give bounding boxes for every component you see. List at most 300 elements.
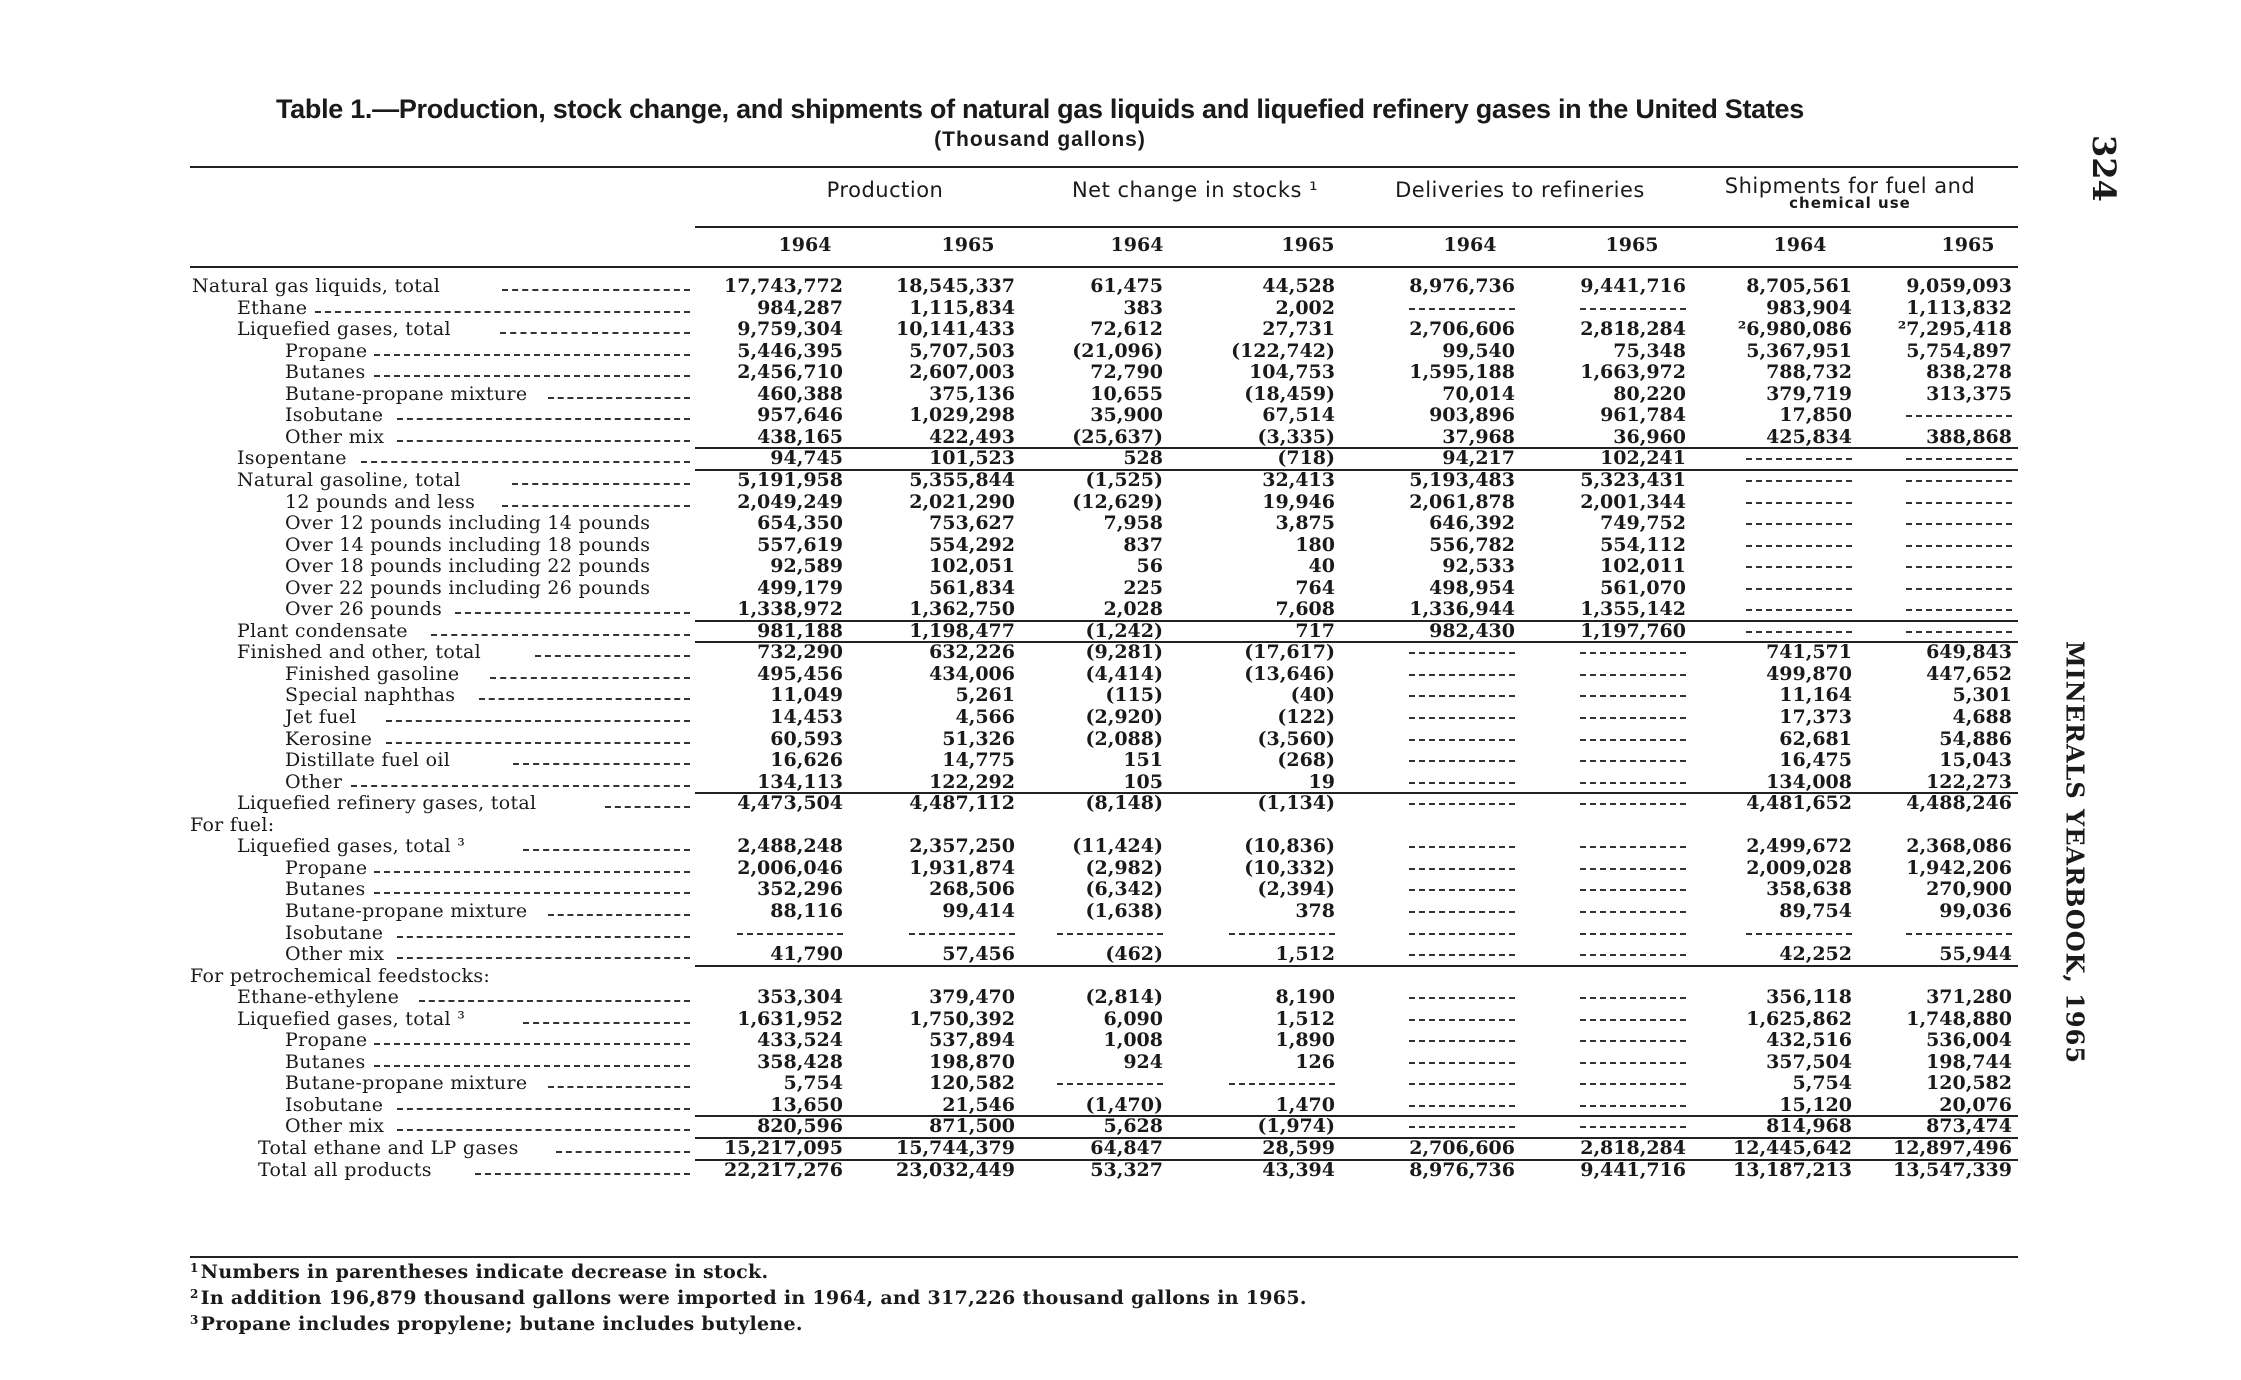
table-cell: (1,470) <box>1085 1093 1163 1116</box>
table-cell: 4,473,504 <box>737 792 843 815</box>
top-rule <box>190 166 2018 168</box>
table-cell: 70,014 <box>1442 382 1515 405</box>
row-label: Kerosine <box>285 727 373 750</box>
table-cell <box>1365 729 1515 750</box>
table-cell: 126 <box>1295 1050 1335 1073</box>
leader-dots <box>523 849 690 851</box>
table-cell: 646,392 <box>1429 512 1515 535</box>
row-label: Over 26 pounds <box>285 598 443 621</box>
leader-dots <box>374 1043 690 1045</box>
table-cell: 5,446,395 <box>737 339 843 362</box>
table-cell <box>1536 1052 1686 1073</box>
leader-dots <box>374 375 690 377</box>
table-cell: 5,323,431 <box>1580 468 1686 491</box>
empty-cell-dash <box>1057 1083 1163 1085</box>
year-header: 1964 <box>1443 234 1497 256</box>
empty-cell-dash <box>1580 889 1686 891</box>
table-cell <box>1536 793 1686 814</box>
table-cell: 498,954 <box>1429 576 1515 599</box>
empty-cell-dash <box>1229 933 1335 935</box>
table-cell: 11,164 <box>1779 684 1852 707</box>
table-cell: 60,593 <box>770 727 843 750</box>
empty-cell-dash <box>1580 695 1686 697</box>
empty-cell-dash <box>1580 1019 1686 1021</box>
table-cell: 1,029,298 <box>909 404 1015 427</box>
table-cell: ²7,295,418 <box>1897 318 2012 341</box>
table-cell: 982,430 <box>1429 619 1515 642</box>
row-label: Jet fuel <box>285 706 357 728</box>
table-cell: 13,187,213 <box>1733 1158 1852 1181</box>
empty-cell-dash <box>1906 933 2012 935</box>
table-cell: 632,226 <box>929 641 1015 664</box>
table-cell <box>1365 750 1515 771</box>
leader-dots <box>479 698 690 700</box>
table-cell: 72,790 <box>1090 361 1163 384</box>
empty-cell-dash <box>1580 760 1686 762</box>
row-label: Over 22 pounds including 26 pounds <box>285 576 651 599</box>
row-label: Over 12 pounds including 14 pounds <box>285 512 651 535</box>
table-cell: 32,413 <box>1262 468 1335 491</box>
empty-cell-dash <box>1580 782 1686 784</box>
table-cell: 1,750,392 <box>909 1007 1015 1030</box>
row-label: Ethane <box>237 296 308 319</box>
table-cell <box>1536 1030 1686 1051</box>
table-cell: 2,357,250 <box>909 835 1015 858</box>
table-cell: 5,301 <box>1952 684 2012 707</box>
table-cell <box>1365 987 1515 1008</box>
table-cell: (115) <box>1105 684 1163 707</box>
table-cell: 28,599 <box>1262 1137 1335 1159</box>
table-cell: 356,118 <box>1766 986 1852 1009</box>
year-header: 1964 <box>1110 234 1164 256</box>
table-row <box>0 448 2030 469</box>
table-cell: (2,814) <box>1085 986 1163 1009</box>
table-cell: 8,190 <box>1275 986 1335 1009</box>
table-cell <box>1365 772 1515 793</box>
table-cell: 4,566 <box>955 706 1015 728</box>
table-cell: (1,638) <box>1085 899 1163 922</box>
table-cell: 2,002 <box>1275 296 1335 319</box>
table-cell: 94,745 <box>770 447 843 470</box>
row-label: 12 pounds and less <box>285 490 476 513</box>
empty-cell-dash <box>1409 760 1515 762</box>
table-row <box>0 772 2030 793</box>
table-cell <box>1185 1073 1335 1094</box>
table-cell: 99,414 <box>942 899 1015 922</box>
table-cell: (122) <box>1277 706 1335 728</box>
row-label: Natural gas liquids, total <box>192 275 441 297</box>
table-row <box>0 492 2030 513</box>
table-cell <box>1702 578 1852 599</box>
table-cell: 18,545,337 <box>896 275 1015 297</box>
table-cell <box>1536 1116 1686 1137</box>
leader-dots <box>374 871 690 873</box>
table-cell: 313,375 <box>1926 382 2012 405</box>
table-cell: 871,500 <box>929 1115 1015 1138</box>
table-row <box>0 556 2030 577</box>
table-cell: 353,304 <box>757 986 843 1009</box>
empty-cell-dash <box>1409 954 1515 956</box>
table-cell <box>1365 298 1515 319</box>
table-cell: 379,470 <box>929 986 1015 1009</box>
table-cell <box>1702 535 1852 556</box>
table-cell: 80,220 <box>1613 382 1686 405</box>
table-cell: 1,362,750 <box>909 598 1015 621</box>
table-cell: 67,514 <box>1262 404 1335 427</box>
table-cell: (718) <box>1277 447 1335 470</box>
empty-cell-dash <box>1580 739 1686 741</box>
empty-cell-dash <box>1746 545 1852 547</box>
table-row <box>0 1030 2030 1051</box>
table-cell <box>1536 1009 1686 1030</box>
table-cell <box>1862 599 2012 620</box>
table-row <box>0 1073 2030 1094</box>
table-cell: 2,049,249 <box>737 490 843 513</box>
empty-cell-dash <box>1409 997 1515 999</box>
table-cell <box>1365 642 1515 663</box>
table-cell: 654,350 <box>757 512 843 535</box>
table-cell: 358,428 <box>757 1050 843 1073</box>
table-cell: 53,327 <box>1090 1158 1163 1181</box>
table-cell: 6,090 <box>1103 1007 1163 1030</box>
table-cell: 122,273 <box>1926 770 2012 793</box>
table-cell: (18,459) <box>1244 382 1335 405</box>
table-cell: 3,875 <box>1275 512 1335 535</box>
leader-dots <box>548 1086 690 1088</box>
column-group-production <box>780 180 990 201</box>
empty-cell-dash <box>1409 308 1515 310</box>
table-cell: 1,470 <box>1275 1093 1335 1116</box>
table-cell: 2,499,672 <box>1746 835 1852 858</box>
table-cell: 1,890 <box>1275 1029 1335 1052</box>
leader-dots <box>419 1000 690 1002</box>
table-cell: 2,001,344 <box>1580 490 1686 513</box>
leader-dots <box>374 354 690 356</box>
row-label: Special naphthas <box>285 684 456 707</box>
table-row <box>0 987 2030 1008</box>
row-label: Other <box>285 770 343 793</box>
leader-dots <box>605 806 690 808</box>
leader-dots <box>455 612 690 614</box>
row-label: Ethane-ethylene <box>237 986 400 1009</box>
table-cell: 89,754 <box>1779 899 1852 922</box>
table-cell: 2,818,284 <box>1580 318 1686 341</box>
empty-cell-dash <box>1057 933 1163 935</box>
leader-dots <box>502 289 690 291</box>
table-cell: 27,731 <box>1262 318 1335 341</box>
empty-cell-dash <box>1746 588 1852 590</box>
table-cell: 102,051 <box>929 555 1015 578</box>
table-cell: 788,732 <box>1766 361 1852 384</box>
empty-cell-dash <box>1580 1062 1686 1064</box>
table-cell: 16,475 <box>1779 749 1852 772</box>
table-cell: 2,028 <box>1103 598 1163 621</box>
table-row <box>0 1116 2030 1137</box>
table-cell: 741,571 <box>1766 641 1852 664</box>
empty-cell-dash <box>1409 803 1515 805</box>
table-cell: 814,968 <box>1766 1115 1852 1138</box>
table-cell: 2,607,003 <box>909 361 1015 384</box>
leader-dots <box>548 914 690 916</box>
table-cell: 1,115,834 <box>909 296 1015 319</box>
table-cell: 357,504 <box>1766 1050 1852 1073</box>
empty-cell-dash <box>1229 1083 1335 1085</box>
table-cell <box>1862 621 2012 642</box>
footnote: $^3$ Propane includes propylene; butane includes butylene. <box>190 1313 803 1335</box>
table-cell: 924 <box>1123 1050 1163 1073</box>
empty-cell-dash <box>1580 911 1686 913</box>
leader-dots <box>397 1108 690 1110</box>
table-cell: 4,481,652 <box>1746 792 1852 815</box>
table-row <box>0 578 2030 599</box>
table-row <box>0 1138 2030 1159</box>
table-row <box>0 815 2030 836</box>
table-cell: 499,870 <box>1766 662 1852 685</box>
table-cell: 16,626 <box>770 749 843 772</box>
table-row <box>0 319 2030 340</box>
table-cell: 21,546 <box>942 1093 1015 1116</box>
leader-dots <box>386 720 690 722</box>
empty-cell-dash <box>1409 652 1515 654</box>
column-head-bottom-rule <box>190 266 2018 268</box>
empty-cell-dash <box>1906 415 2012 417</box>
footnote: $^2$ In addition 196,879 thousand gallons were imported in 1964, and 317,226 thousand gallons in 1965. <box>190 1287 1307 1309</box>
table-cell: (2,088) <box>1085 727 1163 750</box>
table-cell: 64,847 <box>1090 1137 1163 1159</box>
leader-dots <box>386 742 690 744</box>
table-cell: 1,595,188 <box>1409 361 1515 384</box>
table-cell: 422,493 <box>929 425 1015 448</box>
table-cell: 10,141,433 <box>896 318 1015 341</box>
year-header: 1965 <box>1281 234 1335 256</box>
column-group-label-line2: chemical use <box>1789 194 1911 212</box>
table-cell: 88,116 <box>770 899 843 922</box>
leader-dots <box>374 892 690 894</box>
empty-cell-dash <box>1906 609 2012 611</box>
row-label: Isobutane <box>285 921 384 944</box>
table-cell: 4,688 <box>1952 706 2012 728</box>
column-group-net-change <box>1030 180 1360 201</box>
table-cell: 2,009,028 <box>1746 856 1852 879</box>
leader-dots <box>397 418 690 420</box>
table-cell: 17,850 <box>1779 404 1852 427</box>
table-cell: 268,506 <box>929 878 1015 901</box>
table-cell: 40 <box>1308 555 1335 578</box>
table-cell <box>1365 944 1515 965</box>
table-cell: 62,681 <box>1779 727 1852 750</box>
leader-dots <box>397 936 690 938</box>
table-cell <box>1365 685 1515 706</box>
table-cell: 19,946 <box>1262 490 1335 513</box>
row-label: Finished and other, total <box>237 641 482 664</box>
table-cell: 15,744,379 <box>896 1137 1015 1159</box>
row-label: Liquefied gases, total ³ <box>237 1007 466 1030</box>
table-cell: 447,652 <box>1926 662 2012 685</box>
row-label: Other mix <box>285 943 385 966</box>
year-header: 1965 <box>1941 234 1995 256</box>
table-cell: 5,707,503 <box>909 339 1015 362</box>
table-row <box>0 901 2030 922</box>
row-label: Butane-propane mixture <box>285 1072 528 1095</box>
leader-dots <box>502 505 690 507</box>
empty-cell-dash <box>1580 803 1686 805</box>
leader-dots <box>361 461 690 463</box>
table-cell: 2,006,046 <box>737 856 843 879</box>
table-cell <box>1862 556 2012 577</box>
row-label: Finished gasoline <box>285 662 460 685</box>
table-cell: 12,897,496 <box>1893 1137 2012 1159</box>
leader-dots <box>351 785 690 787</box>
table-cell <box>1536 836 1686 857</box>
table-cell: 1,198,477 <box>909 619 1015 642</box>
table-row <box>0 1052 2030 1073</box>
table-cell: 5,191,958 <box>737 468 843 491</box>
table-cell: 433,524 <box>757 1029 843 1052</box>
table-title: Table 1.—Production, stock change, and shipments of natural gas liquids and liquefied refinery gases in the United States <box>275 94 1804 124</box>
leader-dots <box>535 655 690 657</box>
row-label: Propane <box>285 1029 368 1052</box>
table-cell: 198,870 <box>929 1050 1015 1073</box>
table-cell: (25,637) <box>1072 425 1163 448</box>
table-cell: 101,523 <box>929 447 1015 470</box>
table-row <box>0 923 2030 944</box>
row-label: Plant condensate <box>237 619 408 642</box>
year-header: 1964 <box>778 234 832 256</box>
empty-cell-dash <box>1746 523 1852 525</box>
table-cell <box>1862 448 2012 469</box>
table-cell: (4,414) <box>1085 662 1163 685</box>
empty-cell-dash <box>1580 674 1686 676</box>
table-cell: 151 <box>1123 749 1163 772</box>
row-label: For fuel: <box>190 813 275 836</box>
table-cell: 1,338,972 <box>737 598 843 621</box>
table-cell: (3,335) <box>1257 425 1335 448</box>
footnotes <box>190 1257 1307 1335</box>
table-row <box>0 621 2030 642</box>
table-row <box>0 707 2030 728</box>
table-cell: 92,533 <box>1442 555 1515 578</box>
table-cell: (3,560) <box>1257 727 1335 750</box>
empty-cell-dash <box>1580 954 1686 956</box>
empty-cell-dash <box>1580 652 1686 654</box>
column-group-shipments <box>1690 176 2010 211</box>
table-cell: 14,453 <box>770 706 843 728</box>
table-cell: (1,134) <box>1257 792 1335 815</box>
header-rule <box>695 226 2018 228</box>
table-cell: 8,705,561 <box>1746 275 1852 297</box>
table-cell: 13,650 <box>770 1093 843 1116</box>
table-cell: 554,292 <box>929 533 1015 556</box>
row-label: Butane-propane mixture <box>285 382 528 405</box>
table-cell: 528 <box>1123 447 1163 470</box>
empty-cell-dash <box>1409 889 1515 891</box>
empty-cell-dash <box>1409 911 1515 913</box>
table-cell <box>1536 707 1686 728</box>
empty-cell-dash <box>1409 1126 1515 1128</box>
column-group-label: Shipments for fuel and <box>1724 174 1976 198</box>
empty-cell-dash <box>1746 933 1852 935</box>
table-cell: 9,441,716 <box>1580 1158 1686 1181</box>
empty-cell-dash <box>1580 933 1686 935</box>
table-cell: 536,004 <box>1926 1029 2012 1052</box>
table-cell: (1,525) <box>1085 468 1163 491</box>
table-cell <box>1862 405 2012 426</box>
table-cell: 388,868 <box>1926 425 2012 448</box>
table-cell <box>1185 923 1335 944</box>
table-cell: 7,958 <box>1103 512 1163 535</box>
table-cell: 957,646 <box>757 404 843 427</box>
table-row <box>0 362 2030 383</box>
table-cell: (1,974) <box>1257 1115 1335 1138</box>
table-cell: 225 <box>1123 576 1163 599</box>
table-row <box>0 858 2030 879</box>
table-cell: 7,608 <box>1275 598 1335 621</box>
empty-cell-dash <box>1580 1040 1686 1042</box>
table-cell <box>1862 535 2012 556</box>
row-label: Propane <box>285 856 368 879</box>
running-head: MINERALS YEARBOOK, 1965 <box>2060 640 2090 1065</box>
table-cell: 120,582 <box>929 1072 1015 1095</box>
row-label: Natural gasoline, total <box>237 468 461 491</box>
empty-cell-dash <box>1906 523 2012 525</box>
table-cell <box>1536 298 1686 319</box>
leader-dots <box>431 634 690 636</box>
row-label: Distillate fuel oil <box>285 749 451 772</box>
table-cell <box>1013 923 1163 944</box>
table-cell: 352,296 <box>757 878 843 901</box>
empty-cell-dash <box>1409 674 1515 676</box>
empty-cell-dash <box>1746 458 1852 460</box>
empty-cell-dash <box>1906 502 2012 504</box>
table-cell <box>1536 750 1686 771</box>
table-cell: (2,982) <box>1085 856 1163 879</box>
table-cell <box>1702 448 1852 469</box>
empty-cell-dash <box>1906 545 2012 547</box>
table-cell: 15,120 <box>1779 1093 1852 1116</box>
table-cell: 2,021,290 <box>909 490 1015 513</box>
table-cell: 358,638 <box>1766 878 1852 901</box>
table-cell <box>1536 772 1686 793</box>
table-cell <box>1862 513 2012 534</box>
table-cell <box>1862 923 2012 944</box>
table-cell <box>1702 556 1852 577</box>
table-cell: 1,942,206 <box>1906 856 2012 879</box>
empty-cell-dash <box>1746 566 1852 568</box>
table-cell: 649,843 <box>1926 641 2012 664</box>
table-cell: 56 <box>1136 555 1163 578</box>
table-cell <box>1702 621 1852 642</box>
table-cell: 378 <box>1295 899 1335 922</box>
table-cell: 9,759,304 <box>737 318 843 341</box>
table-cell: 120,582 <box>1926 1072 2012 1095</box>
leader-dots <box>556 1151 690 1153</box>
table-cell: 17,743,772 <box>724 275 843 297</box>
row-label: Over 14 pounds including 18 pounds <box>285 533 651 556</box>
table-cell: 17,373 <box>1779 706 1852 728</box>
table-cell: 1,197,760 <box>1580 619 1686 642</box>
table-cell: 42,252 <box>1779 943 1852 966</box>
table-cell: 35,900 <box>1090 404 1163 427</box>
table-cell: 75,348 <box>1613 339 1686 362</box>
table-cell: 2,456,710 <box>737 361 843 384</box>
table-cell: 99,540 <box>1442 339 1515 362</box>
table-cell: 371,280 <box>1926 986 2012 1009</box>
row-label: Over 18 pounds including 22 pounds <box>285 555 651 578</box>
table-cell: 2,706,606 <box>1409 318 1515 341</box>
table-cell: (2,394) <box>1257 878 1335 901</box>
table-cell: 1,631,952 <box>737 1007 843 1030</box>
table-cell: 51,326 <box>942 727 1015 750</box>
